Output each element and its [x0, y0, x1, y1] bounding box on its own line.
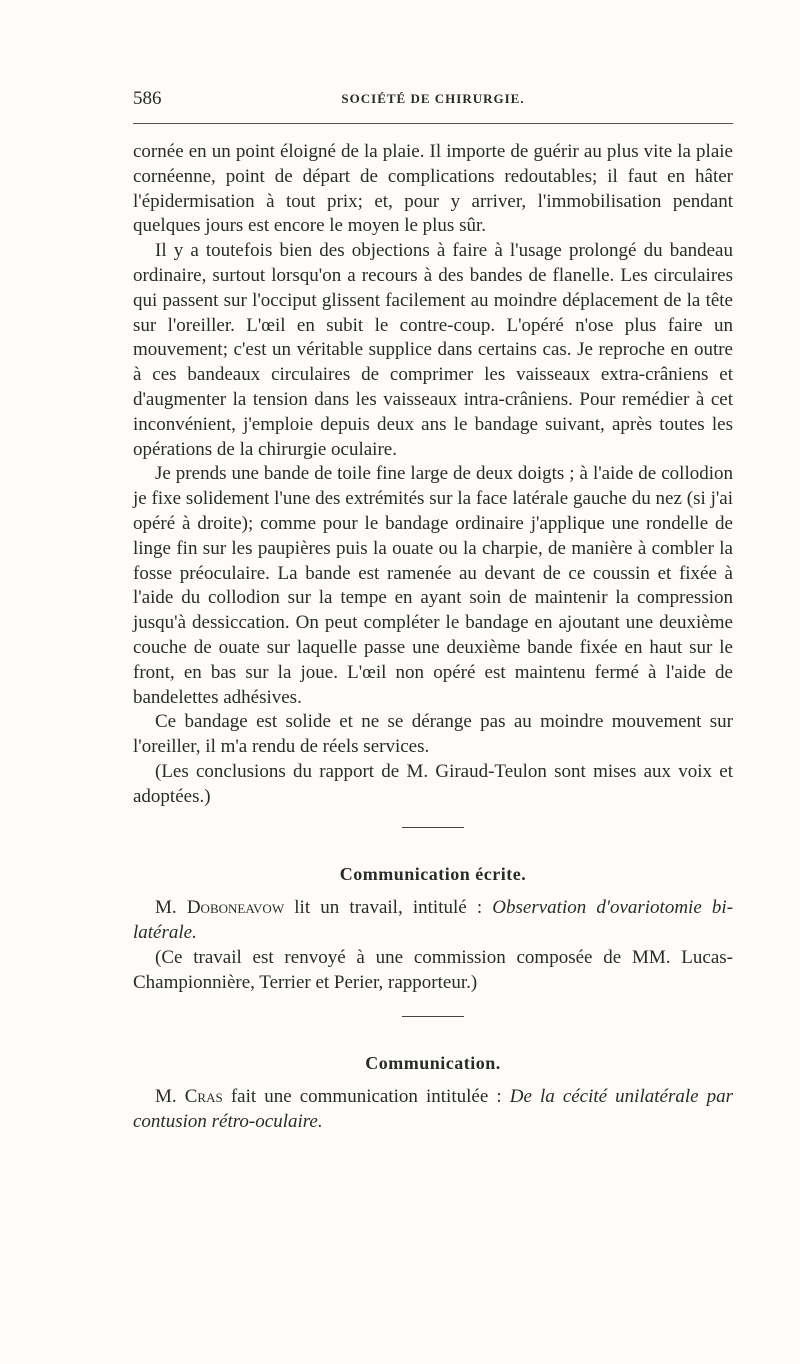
section-heading-written-communication: Communication écrite. [339, 863, 527, 884]
paragraph: Ce bandage est solide et ne se dérange pas au moindre mouvement sur l'oreiller, il m'a rendu de réels services. [133, 711, 733, 758]
work-title: De la cécité unilatérale par contusion rétro-oculaire. [133, 1086, 734, 1133]
paragraph: (Ce travail est renvoyé à une commission composée de MM. Lucas-Championnière, Terrier et Perier, rapporteur.) [133, 946, 733, 993]
lead-text: M. [155, 1086, 177, 1108]
paragraph [133, 896, 733, 946]
section-separator [402, 827, 464, 828]
paragraph-text: lit un travail, intitulé : [294, 897, 483, 919]
lead-text: M. [155, 897, 177, 919]
page-header [133, 88, 733, 114]
author-name: Cras [184, 1086, 223, 1108]
paragraph: Je prends une bande de toile fine large de deux doigts ; à l'aide de collodion je fixe solidement l'une des extrémités sur la face latérale gauche du nez (si j'ai opéré à droite); comme pour le bandage ordinaire j'applique une rondelle de linge fin sur les paupières puis la ouate ou la charpie, de manière à combler la fosse préoculaire. La bande est ramenée au devant de ce coussin et fixée à l'aide du collodion sur la tempe en ayant soin de maintenir la compression jusqu'à dessiccation. On peut compléter le bandage en ajoutant une deuxième couche de ouate sur laquelle passe une deuxième bande fixée en haut sur le front, en bas sur la joue. L'œil non opéré est maintenu fermé à l'aide de bandelettes adhésives. [133, 463, 733, 708]
page-number: 586 [133, 88, 162, 109]
paragraph-text: fait une communication intitulée : [230, 1086, 502, 1108]
section-separator [402, 1016, 464, 1017]
paragraph: Il y a toutefois bien des objections à faire à l'usage prolongé du bandeau ordinaire, surtout lorsqu'on a recours à des bandes de flanelle. Les circulaires qui passent sur l'occiput glissent facilement au moindre déplacement de la tête sur l'oreiller. L'œil en subit le contre-coup. L'opéré n'ose plus faire un mouvement; c'est un véritable supplice dans certains cas. Je reproche en outre à ces bandeaux circulaires de comprimer les vaisseaux extra-crâniens et d'augmenter la tension dans les vaisseaux intra-crâniens. Pour remédier à cet inconvénient, j'emploie depuis deux ans le bandage suivant, après toutes les opérations de la chirurgie oculaire. [133, 240, 733, 460]
paragraph [133, 1085, 733, 1135]
header-rule [133, 123, 733, 124]
main-text [133, 140, 733, 1135]
paragraph: (Les conclusions du rapport de M. Giraud-Teulon sont mises aux voix et adoptées.) [133, 760, 733, 807]
author-name: Doboneavow [186, 897, 285, 919]
running-title: SOCIÉTÉ DE CHIRURGIE. [341, 91, 525, 106]
section-heading-communication: Communication. [365, 1052, 501, 1073]
paragraph-continuation: cornée en un point éloigné de la plaie. Il importe de guérir au plus vite la plaie cornéenne, point de départ de complications redoutables; il faut en hâter l'épidermisation à tout prix; et, pour y arriver, l'immobilisation pendant quelques jours est encore le moyen le plus sûr. [133, 141, 733, 237]
work-title: Observation d'ovariotomie bi-latérale. [133, 897, 734, 944]
